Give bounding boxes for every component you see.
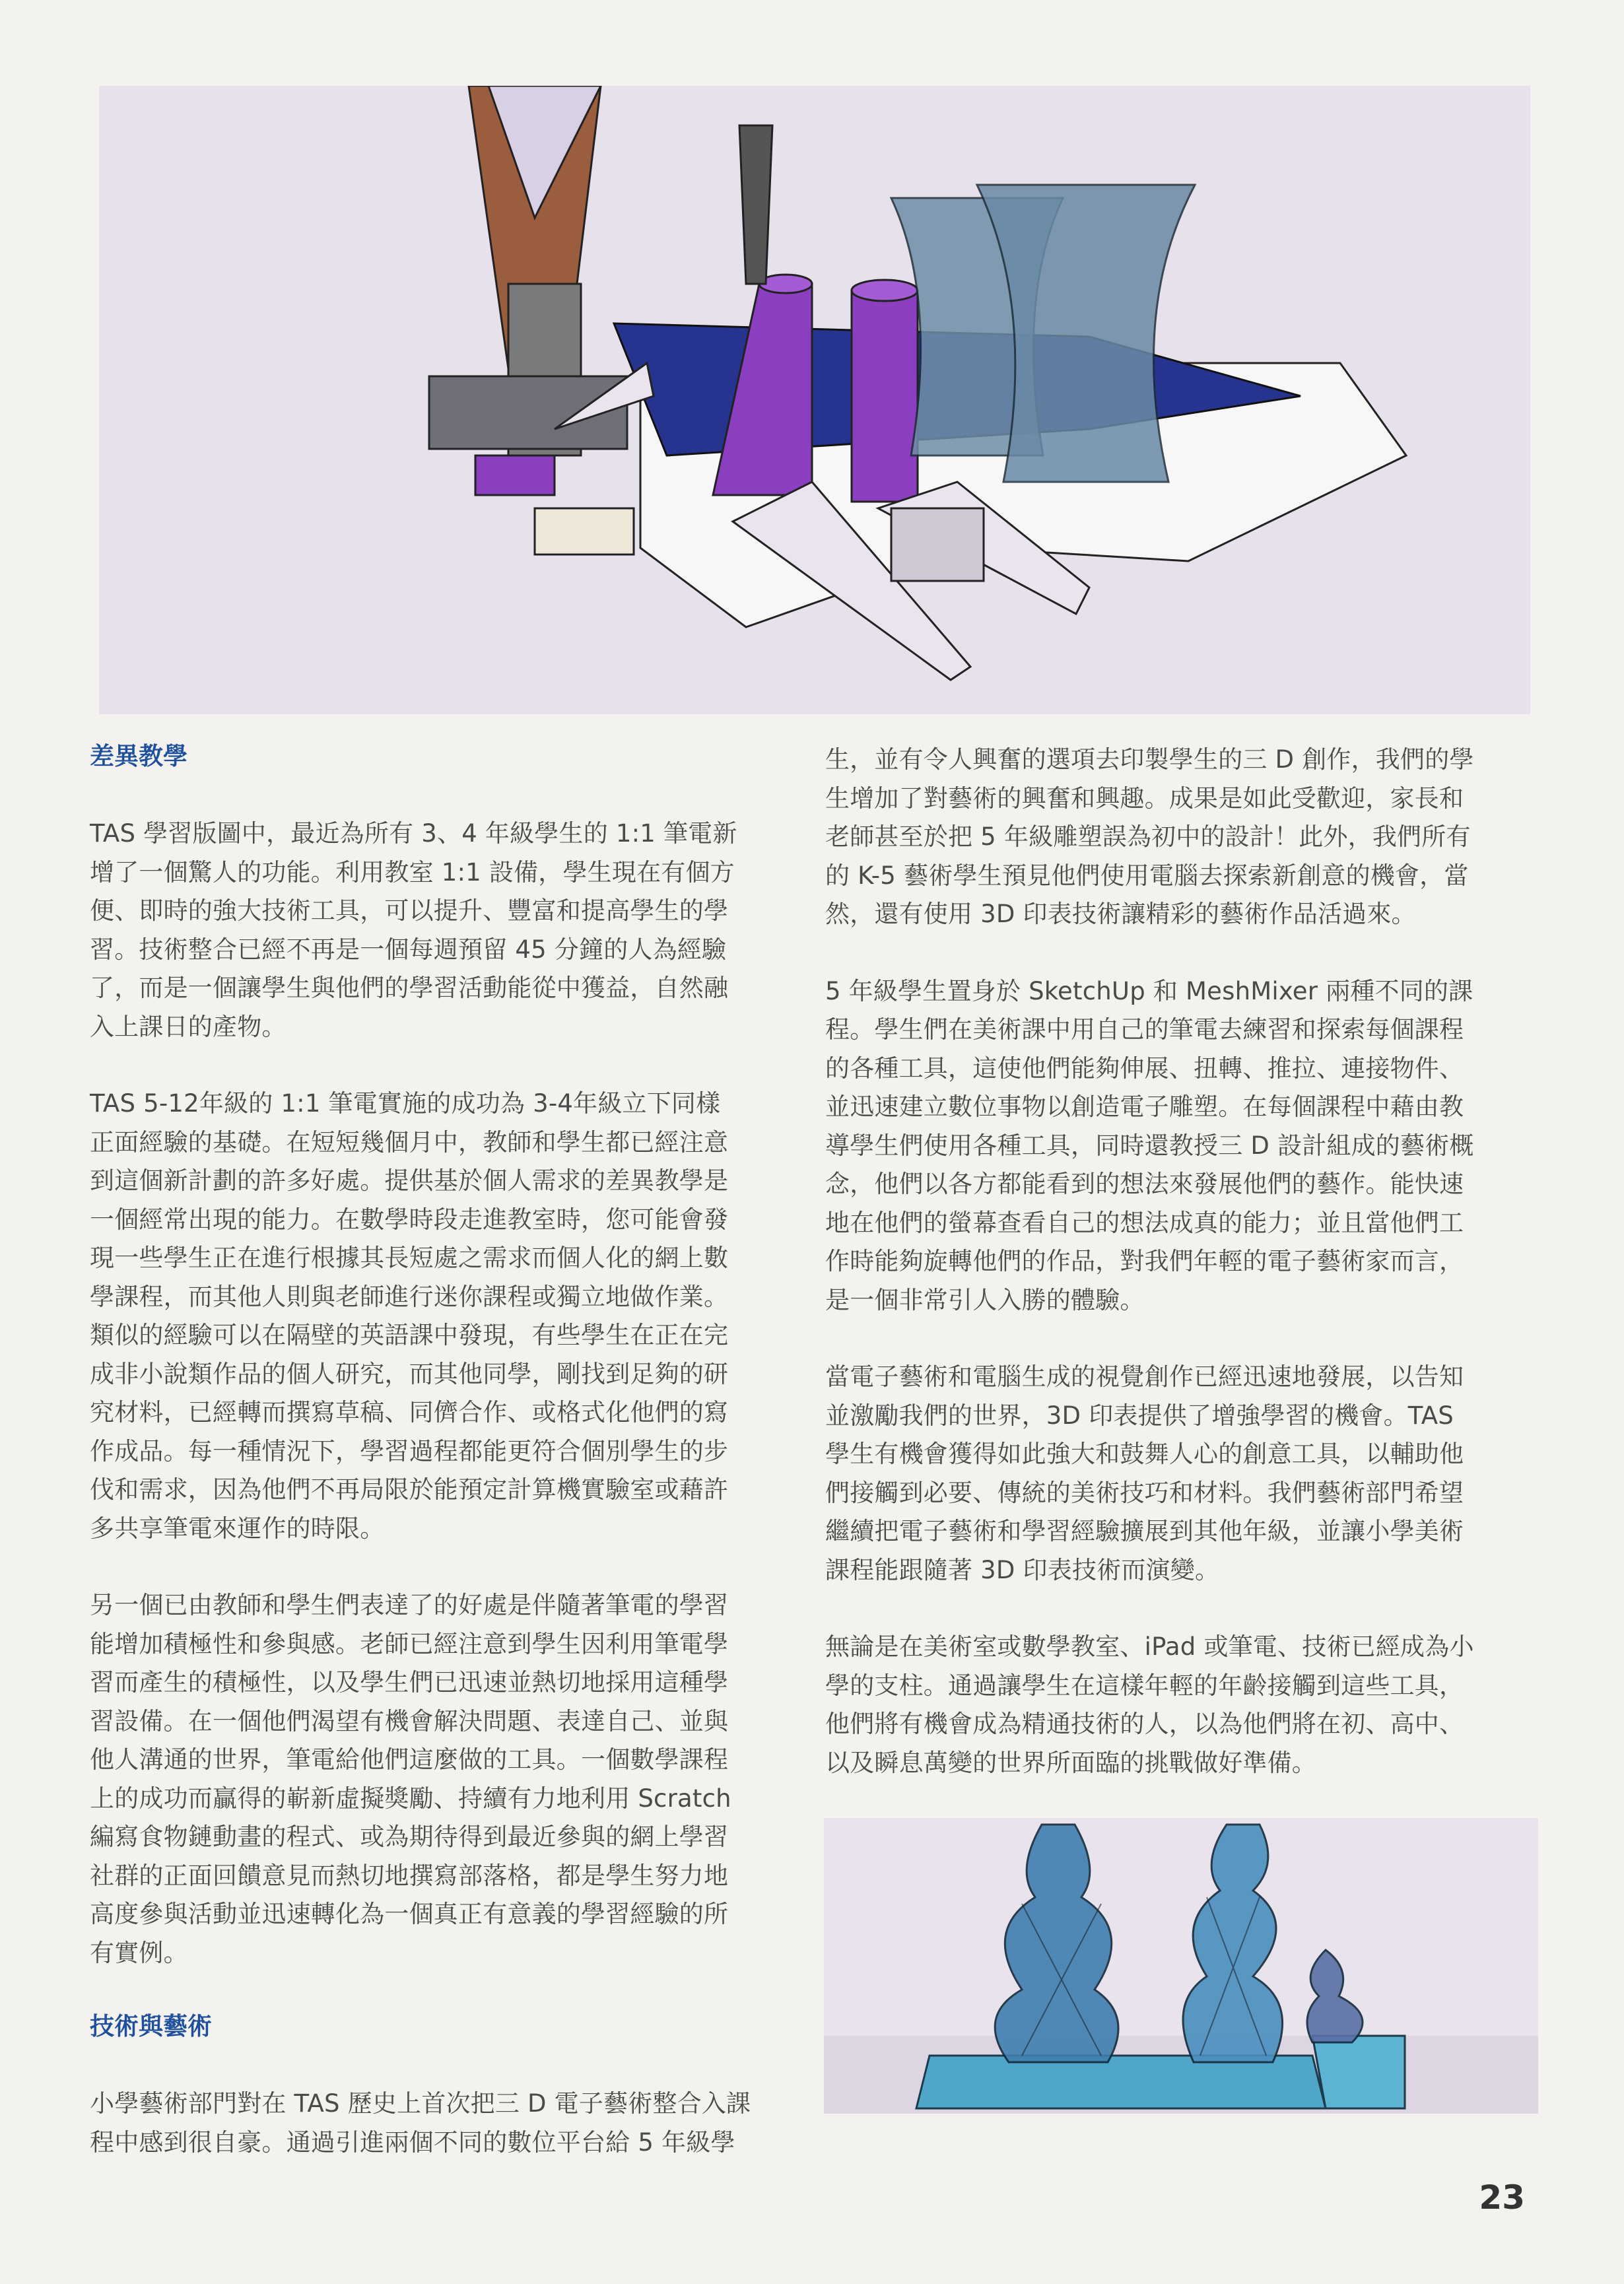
paragraph: 另一個已由教師和學生們表達了的好處是伴隨著筆電的學習 能增加積極性和參與感。老師已經注意到學生因利用筆電學 習而產生的積極性，以及學生們已迅速並熱切地採用這種學 習設備。在一個他們渴望有機會解決問題、表達自己、並與 他人溝通的世界，筆電給他們這麼做的工具。一個數學課程 上的成功而贏得的嶄新虛擬獎勵、持續有力地利用 Scratch 編寫食物鏈動畫的程式、或為期待得到最近參與的網上學習 社群的正面回饋意見而熱切地撰寫部落格，都是學生努力地 高度參與活動並迅速轉化為一個真正有意義的學習經驗的所 有實例。 (90, 1591, 731, 1967)
paragraph: 無論是在美術室或數學教室、iPad 或筆電、技術已經成為小 學的支柱。通過讓學生在這樣年輕的年齡接觸到這些工具， 他們將有機會成為精通技術的人，以為他們將在初、高中、 以及瞬息萬變的世界所面臨的挑戰做好準備。 (825, 1632, 1474, 1777)
paragraph: TAS 5-12年級的 1:1 筆電實施的成功為 3-4年級立下同樣 正面經驗的基礎。在短短幾個月中，教師和學生都已經注意 到這個新計劃的許多好處。提供基於個人需求的差異教學是 一個經常出現的能力。在數學時段走進教室時，您可能會發 現一些學生正在進行根據其長短處之需求而個人化的網上數 學課程，而其他人則與老師進行迷你課程或獨立地做作業。 類似的經驗可以在隔壁的英語課中發現，有些學生在正在完 成非小說類作品的個人研究，而其他同學，剛找到足夠的研 究材料，已經轉而撰寫草稿、同儕合作、或格式化他們的寫 作成品。每一種情況下，學習過程都能更符合個別學生的步 伐和需求，因為他們不再局限於能預定計算機實驗室或藉許 多共享筆電來運作的時限。 (90, 1089, 729, 1543)
section-heading-technology-and-art: 技術與藝術 (90, 2012, 212, 2040)
left-column (90, 741, 784, 2200)
right-column (825, 741, 1520, 1821)
paragraph: 當電子藝術和電腦生成的視覺創作已經迅速地發展，以告知 並激勵我們的世界，3D 印表提供了增強學習的機會。TAS 學生有機會獲得如此強大和鼓舞人心的創意工具，以輔助他 們接觸到必要、傳統的美術技巧和材料。我們藝術部門希望 繼續把電子藝術和學習經驗擴展到其他年級，並讓小學美術 課程能跟隨著 3D 印表技術而演變。 (825, 1362, 1464, 1584)
section-heading-differentiated-teaching: 差異教學 (90, 742, 187, 770)
sculpture-illustration-top (99, 86, 1530, 714)
paragraph: 5 年級學生置身於 SketchUp 和 MeshMixer 兩種不同的課 程。學生們在美術課中用自己的筆電去練習和探索每個課程 的各種工具，這使他們能夠伸展、扭轉、推拉、連接物件、 並迅速建立數位事物以創造電子雕塑。在每個課程中藉由教 導學生們使用各種工具，同時還教授三 D 設計組成的藝術概 念，他們以各方都能看到的想法來發展他們的藝作。能快速 地在他們的螢幕查看自己的想法成真的能力；並且當他們工 作時能夠旋轉他們的作品，對我們年輕的電子藝術家而言， 是一個非常引人入勝的體驗。 (825, 976, 1474, 1314)
sculpture-illustration-bottom (824, 1818, 1538, 2114)
paragraph: 小學藝術部門對在 TAS 歷史上首次把三 D 電子藝術整合入課 程中感到很自豪。通過引進兩個不同的數位平台給 5 年級學 (90, 2089, 751, 2157)
paragraph: 生，並有令人興奮的選項去印製學生的三 D 創作，我們的學 生增加了對藝術的興奮和興趣。成果是如此受歡迎，家長和 老師甚至於把 5 年級雕塑誤為初中的設計！此外，我們所有 的 K-5 藝術學生預見他們使用電腦去探索新創意的機會，當 然，還有使用 3D 印表技術讓精彩的藝術作品活過來。 (825, 745, 1474, 928)
page-number: 23 (1479, 2178, 1525, 2217)
paragraph: TAS 學習版圖中，最近為所有 3、4 年級學生的 1:1 筆電新 增了一個驚人的功能。利用教室 1:1 設備，學生現在有個方 便、即時的強大技術工具，可以提升、豐富和提高學生的學 習。技術整合已經不再是一個每週預留 45 分鐘的人為經驗 了，而是一個讓學生與他們的學習活動能從中獲益，自然融 入上課日的產物。 (90, 819, 737, 1041)
